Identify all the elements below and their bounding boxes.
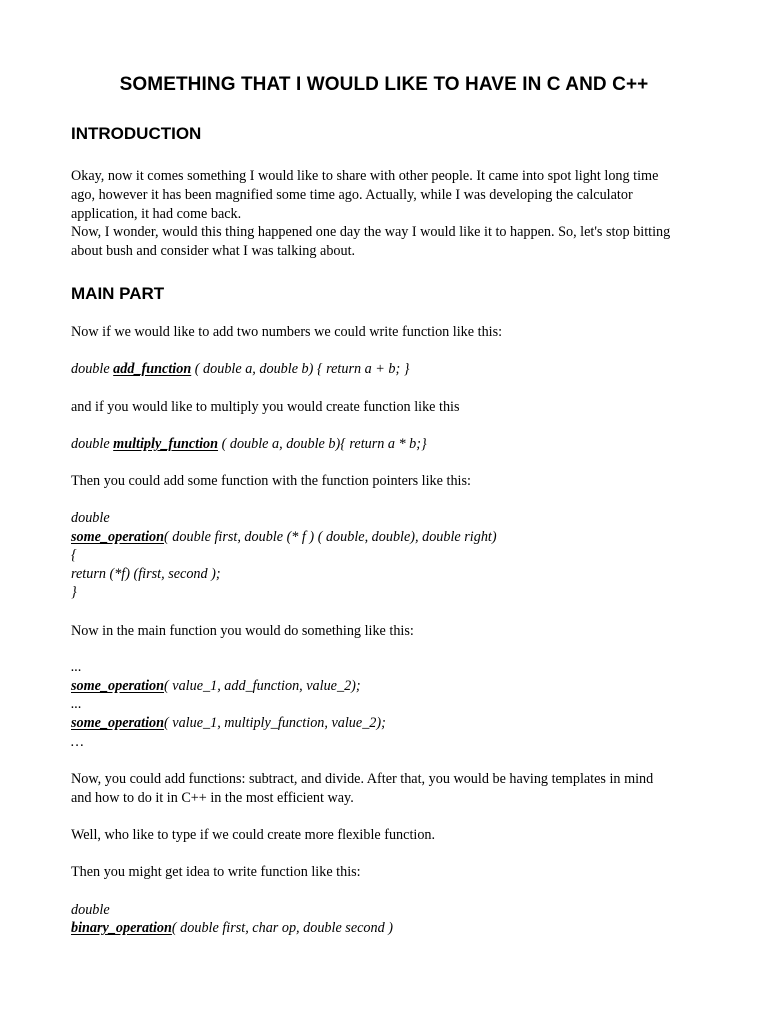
add-intro-text: Now if we would like to add two numbers we could write function like this:: [71, 324, 503, 340]
some-op-open-brace: {: [71, 547, 77, 563]
function-name: binary_operation: [71, 920, 172, 936]
code-signature: ( double a, double b){ return a * b;}: [218, 436, 427, 452]
heading-main-part: MAIN PART: [71, 284, 165, 303]
code-args: ( value_1, add_function, value_2);: [164, 678, 361, 694]
intro-line-4: Now, I wonder, would this thing happened one day the way I would like it to happen. So, let's stop bitting: [71, 224, 671, 240]
some-op-signature: [71, 528, 497, 546]
some-op-body: return (*f) (first, second );: [71, 566, 221, 582]
heading-introduction: INTRODUCTION: [71, 124, 202, 143]
function-name: some_operation: [71, 529, 165, 545]
some-op-close-brace: }: [71, 584, 77, 600]
document-title: SOMETHING THAT I WOULD LIKE TO HAVE IN C AND C++: [119, 74, 649, 95]
more-functions-line-1: Now, you could add functions: subtract, and divide. After that, you would be having templates in mind: [71, 771, 654, 787]
call-add-code: [71, 677, 361, 695]
binary-op-return-type: double: [71, 902, 110, 918]
idea-intro-text: Then you might get idea to write function like this:: [71, 864, 361, 880]
code-keyword: double: [71, 361, 114, 377]
function-name: multiply_function: [113, 436, 219, 452]
code-signature: ( double first, char op, double second ): [171, 920, 393, 936]
multiply-intro-text: and if you would like to multiply you would create function like this: [71, 399, 460, 415]
multiply-function-code: [71, 435, 427, 453]
function-name: some_operation: [71, 678, 165, 694]
intro-line-1: Okay, now it comes something I would like to share with other people. It came into spot light long time: [71, 168, 659, 184]
call-multiply-code: [71, 714, 386, 732]
ellipsis-2: ...: [71, 696, 82, 712]
main-intro-text: Now in the main function you would do something like this:: [71, 623, 414, 639]
more-functions-line-2: and how to do it in C++ in the most efficient way.: [71, 790, 354, 806]
function-name: add_function: [113, 361, 192, 377]
code-signature: ( double a, double b) { return a + b; }: [191, 361, 410, 377]
ellipsis-3: …: [71, 734, 84, 750]
code-keyword: double: [71, 436, 114, 452]
pointer-intro-text: Then you could add some function with the function pointers like this:: [71, 473, 471, 489]
flexible-function-text: Well, who like to type if we could create more flexible function.: [71, 827, 436, 843]
ellipsis-1: ...: [71, 659, 82, 675]
some-op-return-type: double: [71, 510, 110, 526]
intro-line-2: ago, however it has been magnified some time ago. Actually, while I was developing the calculator: [71, 187, 633, 203]
intro-line-3: application, it had come back.: [71, 206, 242, 222]
intro-line-5: about bush and consider what I was talking about.: [71, 243, 356, 259]
binary-op-signature: [71, 919, 393, 937]
add-function-code: [71, 360, 409, 378]
function-name: some_operation: [71, 715, 165, 731]
code-args: ( value_1, multiply_function, value_2);: [164, 715, 386, 731]
code-signature: ( double first, double (* f ) ( double, double), double right): [164, 529, 497, 545]
